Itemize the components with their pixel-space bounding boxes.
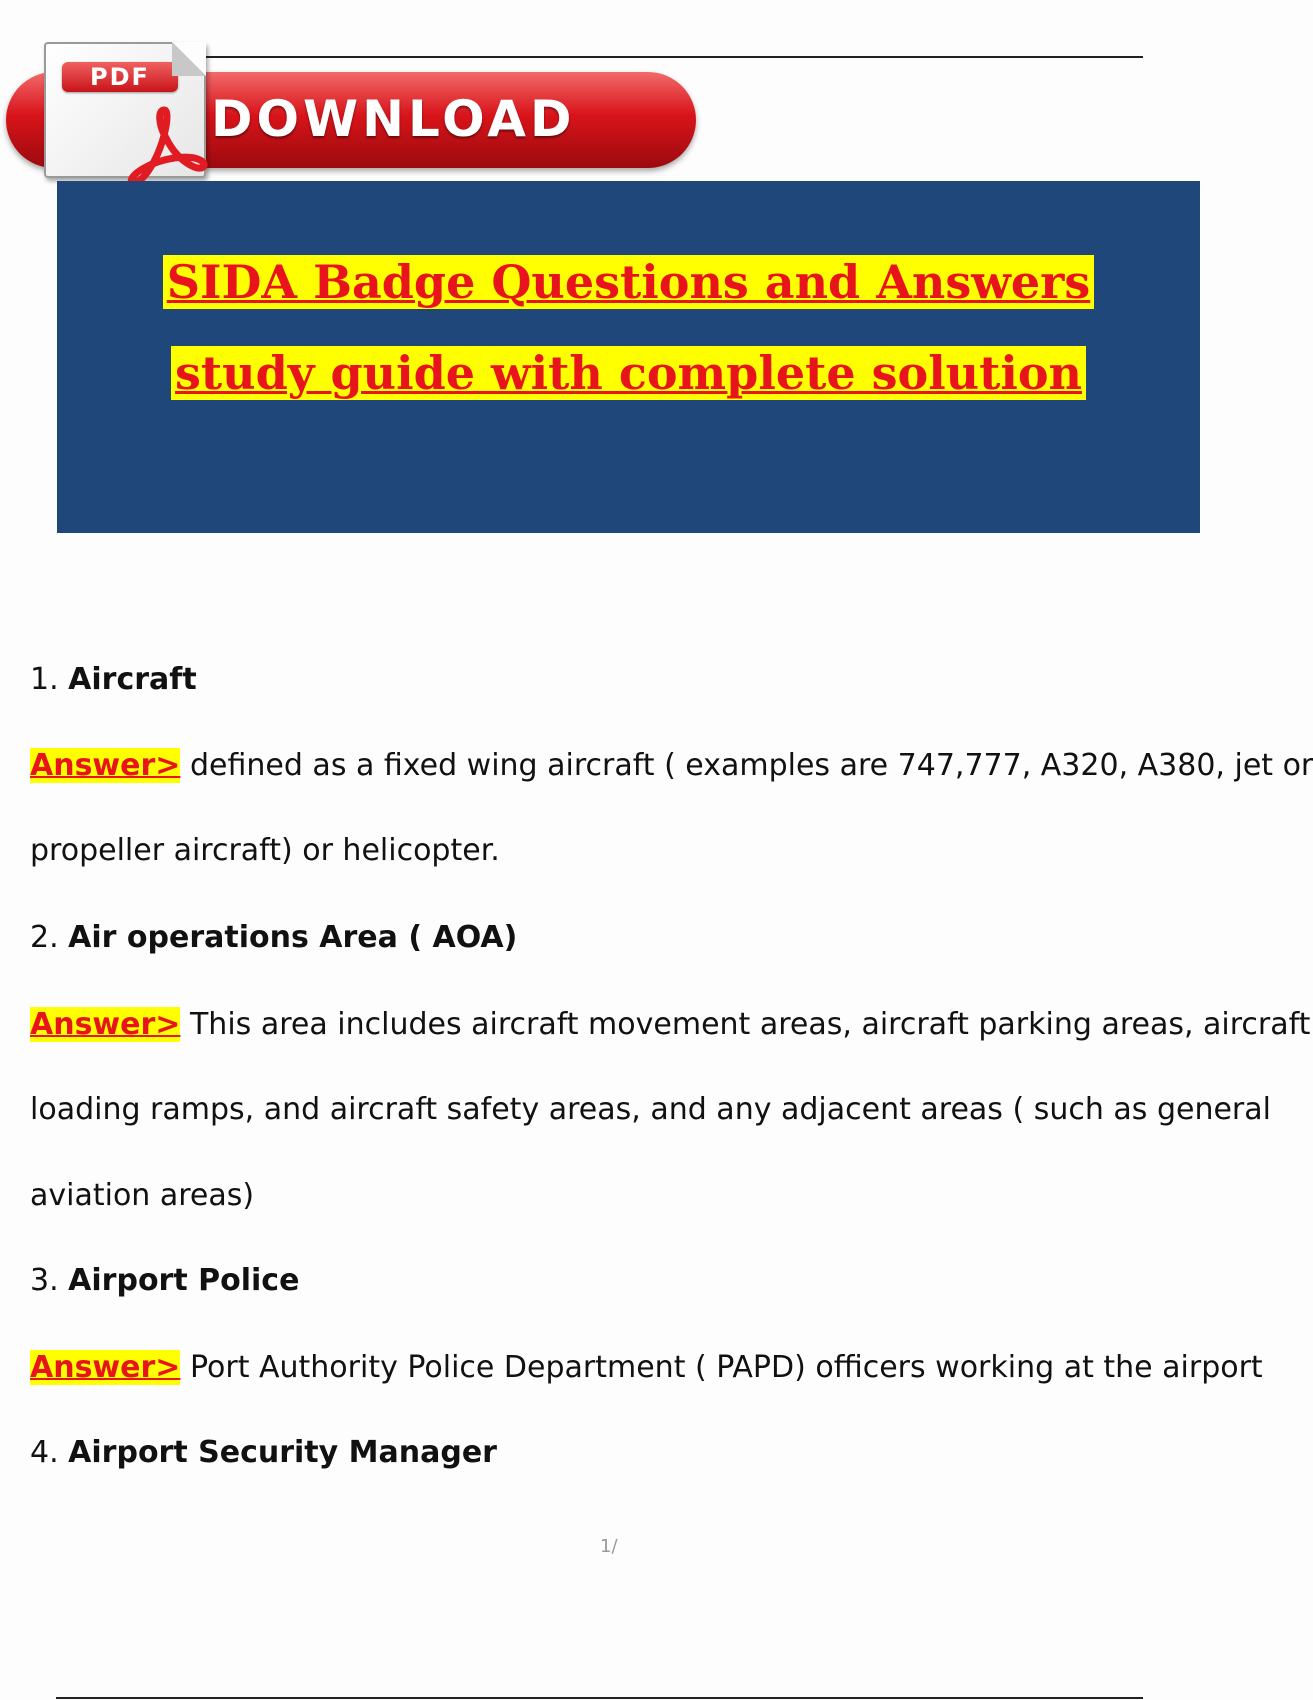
answer-text: loading ramps, and aircraft safety areas, and any adjacent areas ( such as general [30,1092,1271,1127]
question-2 [30,920,517,956]
answer-1-line-1 [30,748,1313,784]
title-line-1 [57,255,1200,309]
question-number: 1. [30,662,59,697]
title-text-1: SIDA Badge Questions and Answers [163,255,1095,309]
answer-label: Answer> [30,1007,181,1042]
answer-2-line-1 [30,1007,1310,1043]
page-number: 1/ [600,1536,618,1557]
answer-text: Port Authority Police Department ( PAPD) officers working at the airport [189,1350,1263,1385]
answer-text: propeller aircraft) or helicopter. [30,833,500,868]
answer-3-line-1 [30,1350,1263,1386]
question-term: Airport Police [68,1263,300,1298]
question-term: Airport Security Manager [68,1435,497,1470]
title-text-2: study guide with complete solution [171,346,1086,400]
question-term: Aircraft [68,662,197,697]
answer-text: This area includes aircraft movement areas, aircraft parking areas, aircraft [189,1007,1311,1042]
answer-label: Answer> [30,748,181,783]
title-block [57,181,1200,533]
answer-1-line-2 [30,833,500,869]
question-number: 3. [30,1263,59,1298]
pdf-tag: PDF [62,62,178,92]
question-4 [30,1435,497,1471]
pdf-download-banner[interactable] [6,42,706,182]
question-number: 2. [30,920,59,955]
pdf-file-icon [44,42,206,178]
question-number: 4. [30,1435,59,1470]
answer-text: aviation areas) [30,1178,255,1213]
answer-text: defined as a fixed wing aircraft ( examples are 747,777, A320, A380, jet or [189,748,1313,783]
answer-2-line-2 [30,1092,1271,1128]
title-line-2 [57,346,1200,400]
answer-label: Answer> [30,1350,181,1385]
question-term: Air operations Area ( AOA) [68,920,518,955]
question-3 [30,1263,299,1299]
acrobat-logo-icon [122,104,212,188]
question-1 [30,662,197,698]
bottom-rule [56,1697,1143,1699]
answer-2-line-3 [30,1178,254,1214]
download-label: DOWNLOAD [211,90,576,148]
